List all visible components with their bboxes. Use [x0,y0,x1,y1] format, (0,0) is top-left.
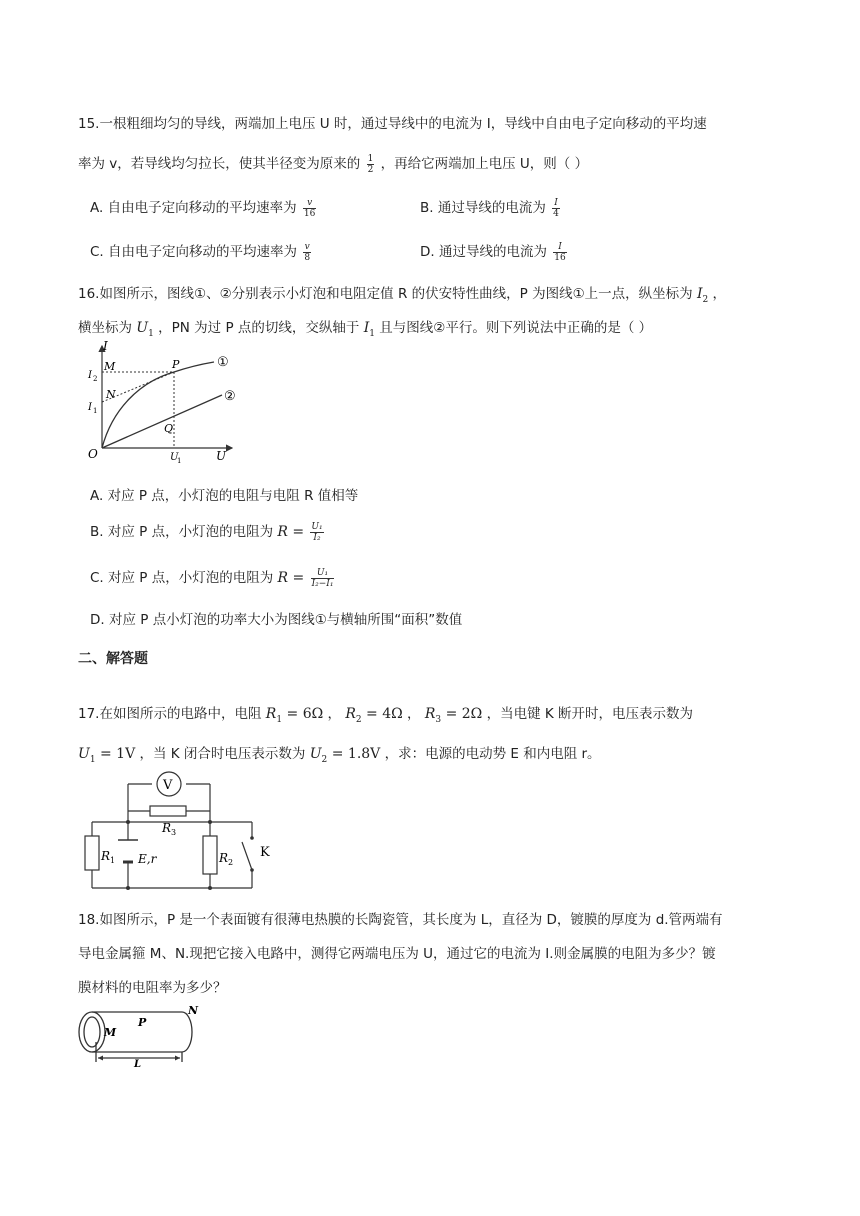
q15-option-a: A. 自由电子定向移动的平均速率为 $\frac{v}{16}$ [90,197,316,219]
var-r3: $R_3 = 2\Omega$ [424,706,483,725]
svg-text:R: R [162,821,172,835]
curve-2 [102,395,222,448]
q18-line3: 膜材料的电阻率为多少？ [78,980,227,996]
svg-text:2: 2 [228,858,234,867]
circuit-diagram [82,770,282,895]
resistor-r2 [203,836,217,874]
var-u1-val: $U_1 = 1V$ [78,746,136,765]
label-m: M [104,1026,117,1039]
label-l: L [134,1059,142,1068]
label-q: Q [164,422,174,435]
q17-line2: $U_1 = 1V$ ，当 K 闭合时电压表示数为 $U_2 = 1.8V$ ，求：电源的电动势 E 和内电阻 r。 [78,746,601,765]
var-i1: $I_1$ [363,320,375,339]
fraction-a: $\frac{v}{16}$ [303,197,316,219]
q16-option-a: A. 对应 P 点，小灯泡的电阻与电阻 R 值相等 [90,488,359,504]
label-i2-sub: 2 [93,375,98,383]
q16-option-b: B. 对应 P 点，小灯泡的电阻为 R = $\frac{\text{U₁}}{\text{I₂}}$ [90,521,323,543]
ceramic-tube-diagram [74,1006,204,1068]
resistor-r1 [85,836,99,870]
var-u1: $U_1$ [136,320,154,339]
var-i2: $I_2$ [696,286,709,305]
label-origin: O [88,447,98,461]
label-axis-i: I [103,340,108,353]
var-u2-val: $U_2 = 1.8V$ [309,746,381,765]
tube-left-end [79,1012,105,1052]
label-u1: U [170,452,179,463]
q15-line1 [78,112,707,132]
fraction-q16-c: $\frac{\text{U₁}}{\text{I₂−I₁}}$ [311,567,334,589]
label-i1-sub: 1 [93,407,98,415]
svg-text:R: R [219,851,229,865]
fraction-d: $\frac{I}{16}$ [554,241,566,263]
q15-option-c: C. 自由电子定向移动的平均速率为 $\frac{v}{8}$ [90,241,311,263]
label-curve-2: ② [224,389,236,404]
q15-option-b: B. 通过导线的电流为 $\frac{I}{4}$ [420,197,559,219]
q15-line2 [78,152,588,175]
label-m: M [104,360,116,373]
label-i2: I [88,370,92,381]
section-heading: 二、解答题 [78,651,148,667]
switch-k [242,842,252,870]
q18-line2: 导电金属箍 M、N.现把它接入电路中，测得它两端电压为 U，通过它的电流为 I.则金属膜的电阻为多少？镀 [78,946,716,962]
svg-text:3: 3 [171,828,177,837]
label-p: P [172,358,180,371]
var-r2: $R_2 = 4\Omega$ [345,706,403,725]
q16-option-c: C. 对应 P 点，小灯泡的电阻为 R = $\frac{\text{U₁}}{\text{I₂−I₁}}$ [90,567,334,589]
q15-option-d: D. 通过导线的电流为 $\frac{I}{16}$ [420,241,566,263]
tube-right-end [182,1012,192,1052]
svg-text:R: R [101,849,111,863]
resistor-r3 [150,806,186,816]
label-curve-1: ① [217,355,229,370]
q15-text-3: ，再给它两端加上电压 U，则（ ） [380,156,589,172]
formula-b-lhs: R = [277,524,305,540]
curve-1 [102,362,214,448]
fraction-half: $\frac{1}{2}$ [367,153,374,175]
q16-line2: 横坐标为 $U_1$ ，PN 为过 P 点的切线，交纵轴于 $I_1$ 且与图线②平行。则下列说法中正确的是（ ） [78,320,653,339]
iv-graph [84,340,244,465]
fraction-q16-b: $\frac{\text{U₁}}{\text{I₂}}$ [311,521,323,543]
var-r1: $R_1 = 6\Omega$ [265,706,324,725]
svg-text:V: V [163,778,173,793]
label-n: N [188,1006,199,1017]
q15-text-2: 率为 v，若导线均匀拉长，使其半径变为原来的 [78,156,361,172]
svg-text:1: 1 [110,856,116,865]
q18-line1: 18.如图所示，P 是一个表面镀有很薄电热膜的长陶瓷管，其长度为 L，直径为 D，镀膜的厚度为 d.管两端有 [78,912,723,928]
label-p: P [138,1016,147,1029]
formula-c-lhs: R = [277,570,305,586]
q16-line1: 16.如图所示，图线①、②分别表示小灯泡和电阻定值 R 的伏安特性曲线，P 为图线①上一点，纵坐标为 $I_2$ ， [78,286,727,305]
fraction-c: $\frac{v}{8}$ [304,241,311,263]
label-axis-u: U [216,449,227,463]
fraction-b: $\frac{I}{4}$ [553,197,559,219]
label-i1: I [88,402,92,413]
q15-text-1: 15.一根粗细均匀的导线，两端加上电压 U 时，通过导线中的电流为 I，导线中自由电子定向移动的平均速 [78,116,707,132]
q16-option-d: D. 对应 P 点小灯泡的功率大小为图线①与横轴所围“面积”数值 [90,612,463,628]
q17-line1: 17.在如图所示的电路中，电阻 $R_1 = 6\Omega$ ， $R_2 = 4\Omega$ ， $R_3 = 2\Omega$ ，当电键 K 断开时，电压表示数为 [78,706,694,725]
label-n: N [106,388,116,401]
svg-text:K: K [260,845,270,860]
svg-text:E,r: E,r [138,852,157,866]
label-u1-sub: 1 [177,457,182,465]
